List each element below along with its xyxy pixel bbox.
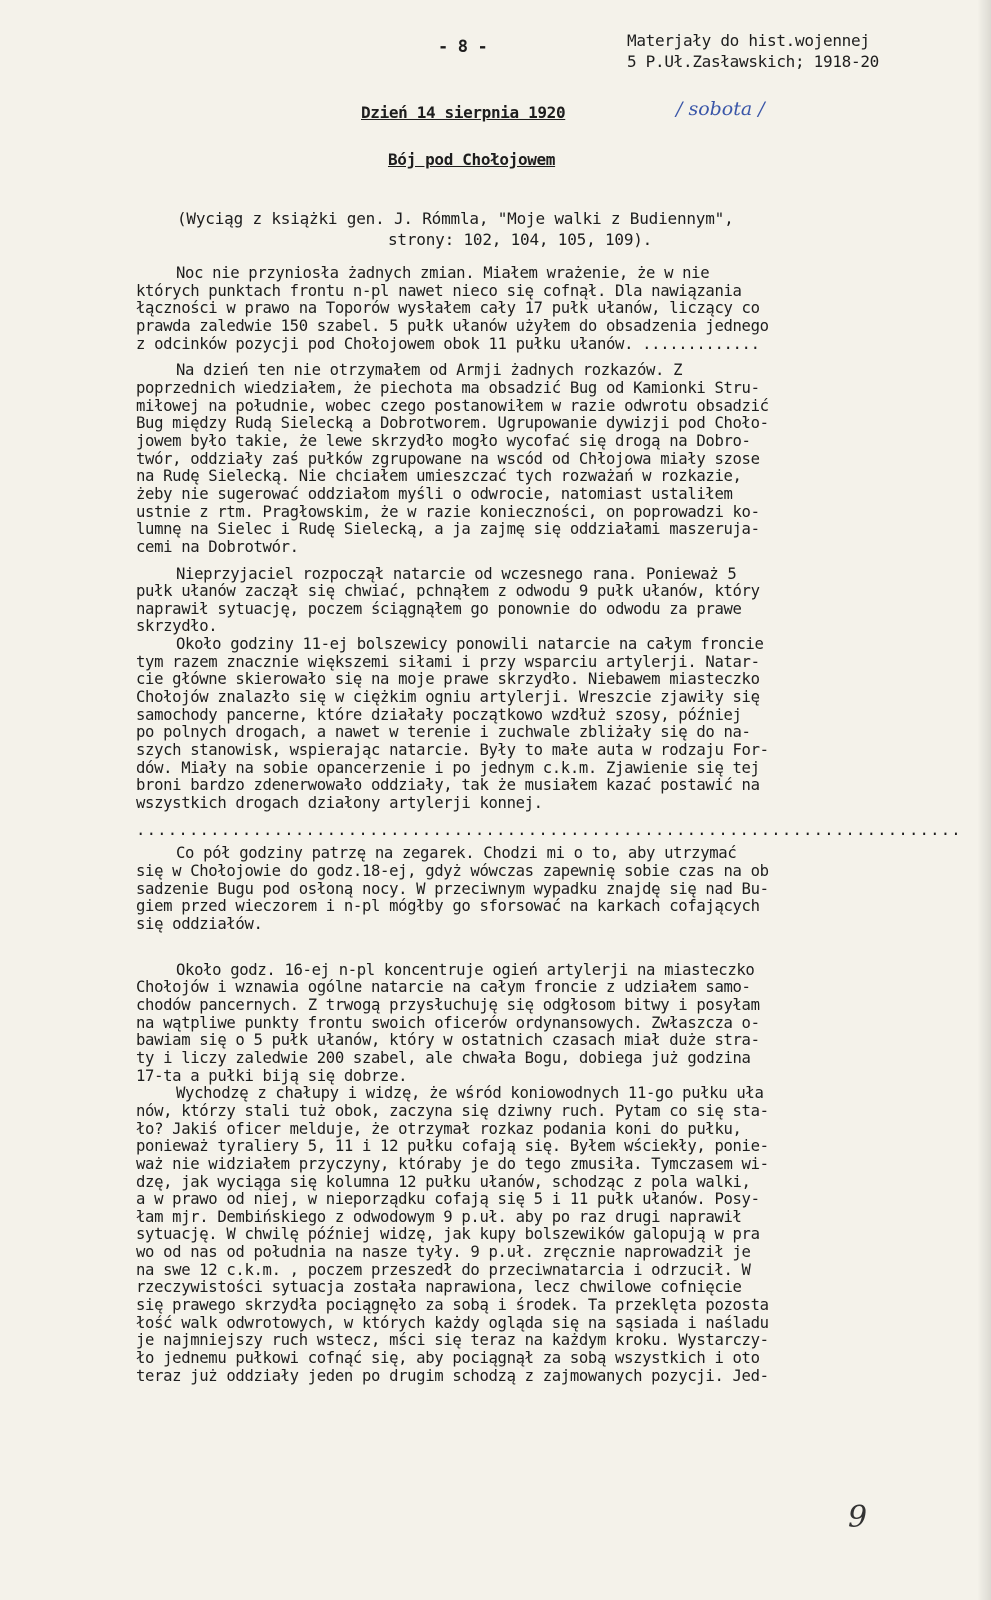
- paragraph: [136, 1085, 966, 1385]
- document-body: [136, 265, 966, 1394]
- text-line: ty i liczy zaledwie 200 szabel, ale chwała Bogu, dobiega już godzina: [136, 1049, 751, 1067]
- paragraph: [136, 962, 966, 1086]
- text-line: z odcinków pozycji pod Chołojowem obok 11 pułku ułanów. .............: [136, 335, 760, 353]
- text-line: Noc nie przyniosła żadnych zmian. Miałem wrażenie, że w nie: [176, 265, 710, 282]
- text-line: a w prawo od niej, w nieporządku cofają się 5 i 11 pułk ułanów. Posy-: [136, 1191, 760, 1209]
- text-line: Na dzień ten nie otrzymałem od Armji żadnych rozkazów. Z: [176, 362, 683, 380]
- page-edge-shadow: [977, 0, 991, 1600]
- battle-title: Bój pod Chołojowem: [388, 150, 556, 169]
- text-line: się oddziałów.: [136, 915, 263, 933]
- text-line: wszystkich drogach działony artylerji konnej.: [136, 795, 543, 813]
- text-line: Chołojów znalazło się w ciężkim ogniu artylerji. Wreszcie zjawiły się: [136, 689, 760, 707]
- text-line: Wychodzę z chałupy i widzę, że wśród koniowodnych 11-go pułku uła: [176, 1085, 764, 1103]
- text-line: chodów pancernych. Z trwogą przysłuchuję się odgłosom bitwy i posyłam: [136, 996, 760, 1014]
- text-line: Około godz. 16-ej n-pl koncentruje ogień artylerji na miasteczko: [176, 961, 755, 979]
- text-line: dów. Miały na sobie opancerzenie i po jednym c.k.m. Zjawienie się tej: [136, 759, 760, 777]
- text-line: sytuację. W chwilę później widzę, jak kupy bolszewików galopują w pra: [136, 1226, 760, 1244]
- text-line: nów, którzy stali tuż obok, zaczyna się dziwny ruch. Pytam co się sta-: [136, 1102, 769, 1120]
- text-line: Co pół godziny patrzę na zegarek. Chodzi mi o to, aby utrzymać: [176, 845, 737, 863]
- text-line: pułk ułanów zaczął się chwiać, pchnąłem z odwodu 9 pułk ułanów, który: [136, 583, 760, 601]
- paragraph: [136, 566, 966, 637]
- text-line: lumnę na Sielec i Rudę Sielecką, a ja zajmę się oddziałami maszeruja-: [136, 521, 760, 539]
- collection-line: 5 P.Uł.Zasławskich; 1918-20: [627, 52, 879, 71]
- text-line: ponieważ tyraliery 5, 11 i 12 pułku cofają się. Byłem wściekły, ponie-: [136, 1138, 769, 1156]
- text-line: ustnie z rtm. Pragłowskim, że w razie konieczności, on poprowadzi ko-: [136, 503, 760, 521]
- text-line: prawda zaledwie 150 szabel. 5 pułk ułanów użyłem do obsadzenia jednego: [136, 317, 769, 335]
- text-line: giem przed wieczorem i n-pl mógłby go sforsować na karkach cofających: [136, 898, 760, 916]
- text-line: samochody pancerne, które działały początkowo wzdłuż szosy, później: [136, 706, 742, 724]
- text-line: na swe 12 c.k.m. , poczem przeszedł do przeciwnatarcia i odrzucił. W: [136, 1261, 751, 1279]
- text-line: wo od nas od południa na nasze tyły. 9 p.uł. zręcznie naprowadził je: [136, 1244, 751, 1262]
- text-line: na wątpliwe punkty frontu swoich oficerów ordynansowych. Zwłaszcza o-: [136, 1014, 760, 1032]
- text-line: tym razem znacznie większemi siłami i przy wsparciu artylerji. Natar-: [136, 653, 760, 671]
- text-line: łość walk odwrotowych, w których każdy ogląda się na sąsiada i naśladu: [136, 1314, 769, 1332]
- text-line: żeby nie sugerować oddziałom myśli o odwrocie, natomiast ustaliłem: [136, 485, 733, 503]
- text-line: szych stanowisk, wspierając natarcie. Były to małe auta w rodzaju For-: [136, 742, 769, 760]
- paragraph: [136, 636, 966, 813]
- text-line: teraz już oddziały jeden po drugim schodzą z zajmowanych pozycji. Jed-: [136, 1367, 769, 1385]
- handwritten-page-mark: 9: [848, 1500, 868, 1535]
- page-number: - 8 -: [438, 37, 488, 57]
- text-line: po polnych drogach, a nawet w terenie i zuchwale zbliżały się do na-: [136, 724, 751, 742]
- text-line: się prawego skrzydła pociągnęło za sobą i środek. Ta przeklęta pozosta: [136, 1297, 769, 1315]
- text-line: naprawił sytuację, poczem ściągnąłem go ponownie do odwodu za prawe: [136, 600, 742, 618]
- source-line: strony: 102, 104, 105, 109).: [388, 230, 653, 249]
- paragraph: [136, 362, 966, 556]
- text-line: których punktach frontu n-pl nawet nieco się cofnął. Dla nawiązania: [136, 282, 742, 300]
- source-line: (Wyciąg z książki gen. J. Rómmla, "Moje walki z Budiennym",: [177, 209, 734, 228]
- text-line: cemi na Dobrotwór.: [136, 538, 299, 556]
- text-line: dzę, jak wyciąga się kolumna 12 pułku ułanów, schodząc z pola walki,: [136, 1173, 751, 1191]
- paragraph: [136, 265, 966, 353]
- text-line: łam mjr. Dembińskiego z odwodowym 9 p.uł. aby po raz drugi naprawił: [136, 1208, 742, 1226]
- text-line: Chołojów i wznawia ogólne natarcie na całym froncie z udziałem samo-: [136, 979, 751, 997]
- paragraph: [136, 845, 966, 933]
- text-line: broni bardzo zdenerwowało oddziały, tak że musiałem kazać postawić na: [136, 777, 760, 795]
- text-line: Bug między Rudą Sielecką a Dobrotworem. Ugrupowanie dywizji pod Choło-: [136, 415, 769, 433]
- text-line: miłowej na południe, wobec czego postanowiłem w razie odwrotu obsadzić: [136, 397, 769, 415]
- text-line: cie główne skierowało się na moje prawe skrzydło. Niebawem miasteczko: [136, 671, 760, 689]
- text-line: skrzydło.: [136, 618, 218, 636]
- source-citation: [177, 208, 897, 250]
- text-line: rzeczywistości sytuacja została naprawiona, lecz chwilowe cofnięcie: [136, 1279, 742, 1297]
- text-line: jowem było takie, że lewe skrzydło mogło wycofać się drogą na Dobro-: [136, 432, 751, 450]
- text-line: Nieprzyjaciel rozpoczął natarcie od wczesnego rana. Ponieważ 5: [176, 565, 737, 583]
- date-heading: Dzień 14 sierpnia 1920: [361, 103, 566, 122]
- text-line: waż nie widziałem przyczyny, któraby je do tego zmusiła. Tymczasem wi-: [136, 1155, 769, 1173]
- text-line: Około godziny 11-ej bolszewicy ponowili natarcie na całym froncie: [176, 636, 764, 654]
- text-line: je najmniejszy ruch wstecz, mści się teraz na każdym kroku. Wystarczy-: [136, 1332, 769, 1350]
- text-line: ło? Jakiś oficer melduje, że otrzymał rozkaz podania koni do pułku,: [136, 1120, 742, 1138]
- collection-line: Materjały do hist.wojennej: [627, 31, 870, 50]
- collection-header: [627, 30, 879, 72]
- text-line: się w Chołojowie do godz.18-ej, gdyż wówczas zapewnię sobie czas na ob: [136, 863, 769, 880]
- handwritten-note: / sobota /: [676, 98, 765, 120]
- text-line: poprzednich wiedziałem, że piechota ma obsadzić Bug od Kamionki Stru-: [136, 379, 760, 397]
- text-line: sadzenie Bugu pod osłoną nocy. W przeciwnym wypadku znajdę się nad Bu-: [136, 880, 769, 898]
- text-line: twór, oddziały zaś pułków zgrupowane na wscód od Chłojowa miały szose: [136, 450, 760, 468]
- text-line: na Rudę Sielecką. Nie chciałem umieszczać tych rozważań w rozkazie,: [136, 468, 742, 486]
- text-line: ło jednemu pułkowi cofnąć się, aby pociągnął za sobą wszystkich i oto: [136, 1350, 760, 1368]
- dotted-separator: ..............................................................................: [136, 821, 962, 839]
- text-line: 17-ta a pułki biją się dobrze.: [136, 1067, 408, 1085]
- text-line: bawiam się o 5 pułk ułanów, który w ostatnich czasach miał duże stra-: [136, 1032, 760, 1050]
- text-line: łączności w prawo na Toporów wysłałem cały 17 pułk ułanów, liczący co: [136, 300, 760, 318]
